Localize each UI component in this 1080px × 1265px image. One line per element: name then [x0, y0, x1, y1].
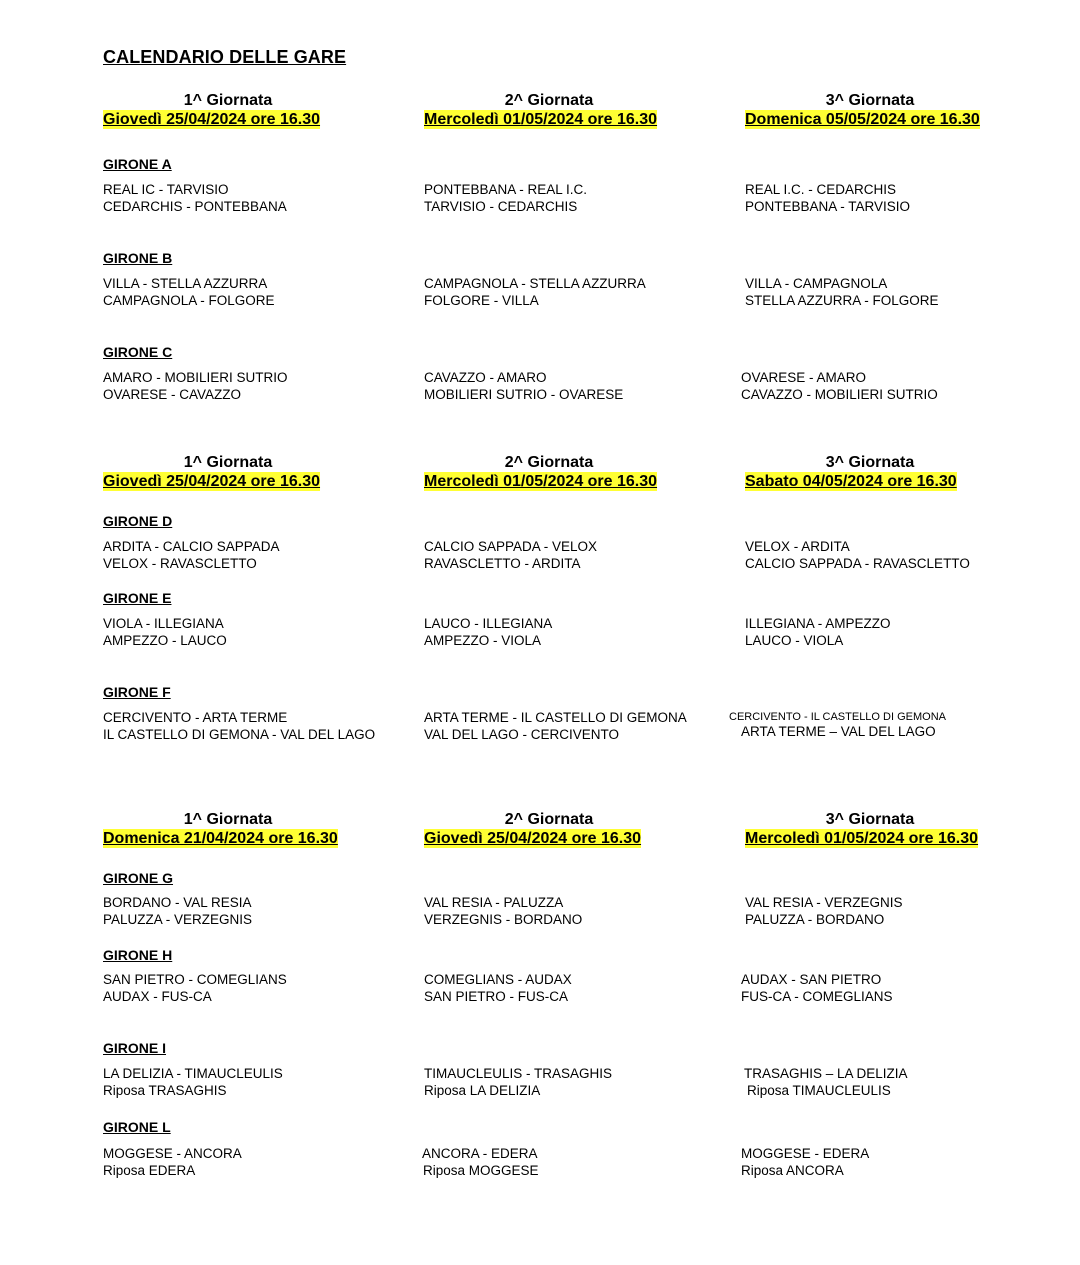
girone-title: GIRONE G	[103, 870, 174, 886]
match: ILLEGIANA - AMPEZZO	[745, 616, 891, 631]
match: Riposa TIMAUCLEULIS	[747, 1082, 891, 1098]
match: Riposa TRASAGHIS	[103, 1082, 227, 1098]
girone-title: GIRONE F	[103, 684, 171, 700]
girone-title: GIRONE I	[103, 1040, 167, 1056]
girone-title: GIRONE A	[103, 156, 172, 172]
match: CERCIVENTO - IL CASTELLO DI GEMONA	[729, 711, 946, 723]
giornata-number: 3^ Giornata	[825, 92, 915, 109]
giornata-date: Giovedì 25/04/2024 ore 16.30	[103, 111, 321, 128]
match: Riposa EDERA	[103, 1162, 196, 1178]
giornata-number: 1^ Giornata	[183, 92, 273, 109]
match: RAVASCLETTO - ARDITA	[424, 555, 581, 571]
match-list	[103, 895, 252, 928]
girone-title: GIRONE B	[103, 250, 173, 266]
match: OVARESE - CAVAZZO	[103, 386, 242, 402]
match: OVARESE - AMARO	[741, 370, 867, 385]
match: VAL DEL LAGO - CERCIVENTO	[424, 726, 620, 742]
match: TARVISIO - CEDARCHIS	[424, 198, 578, 214]
match: VILLA - CAMPAGNOLA	[745, 276, 888, 291]
giornata-date: Domenica 21/04/2024 ore 16.30	[103, 830, 338, 847]
match-list	[424, 895, 582, 928]
match: AUDAX - SAN PIETRO	[741, 972, 882, 987]
match-list	[745, 895, 903, 928]
match-list	[729, 710, 946, 741]
match-list	[741, 370, 938, 403]
giornata-header-1	[103, 811, 423, 848]
giornata-header-3	[745, 454, 1065, 491]
match-list	[424, 972, 572, 1005]
match-list	[103, 1066, 283, 1099]
giornata-date: Mercoledì 01/05/2024 ore 16.30	[424, 111, 658, 128]
match-list	[745, 539, 970, 572]
match-list	[744, 1066, 908, 1099]
girone-title: GIRONE C	[103, 344, 173, 360]
match: STELLA AZZURRA - FOLGORE	[745, 292, 939, 308]
match: AMARO - MOBILIERI SUTRIO	[103, 370, 288, 385]
giornata-date: Giovedì 25/04/2024 ore 16.30	[424, 830, 642, 847]
giornata-header-3	[745, 811, 1065, 848]
match: COMEGLIANS - AUDAX	[424, 972, 572, 987]
match: CAVAZZO - AMARO	[424, 370, 547, 385]
giornata-number: 2^ Giornata	[504, 92, 594, 109]
match-list	[424, 539, 597, 572]
match: CEDARCHIS - PONTEBBANA	[103, 198, 287, 214]
match: AMPEZZO - LAUCO	[103, 632, 227, 648]
match-list	[424, 1066, 612, 1099]
giornata-number: 1^ Giornata	[183, 454, 273, 471]
match-list	[424, 616, 552, 649]
match-list	[424, 276, 646, 309]
match: FUS-CA - COMEGLIANS	[741, 988, 893, 1004]
match-list	[741, 972, 893, 1005]
match-list	[103, 972, 287, 1005]
match: VAL RESIA - PALUZZA	[424, 895, 564, 910]
match: CALCIO SAPPADA - VELOX	[424, 539, 598, 554]
girone-title: GIRONE H	[103, 947, 173, 963]
match-list	[741, 1146, 869, 1179]
match: VERZEGNIS - BORDANO	[424, 911, 583, 927]
match: PONTEBBANA - REAL I.C.	[424, 182, 588, 197]
match: LAUCO - ILLEGIANA	[424, 616, 553, 631]
match: Riposa ANCORA	[741, 1162, 844, 1178]
match: VAL RESIA - VERZEGNIS	[745, 895, 903, 910]
match: TIMAUCLEULIS - TRASAGHIS	[424, 1066, 613, 1081]
match: Riposa MOGGESE	[423, 1162, 539, 1178]
giornata-date: Mercoledì 01/05/2024 ore 16.30	[424, 473, 658, 490]
match-list	[103, 182, 287, 215]
match-list	[422, 1146, 539, 1179]
match: VILLA - STELLA AZZURRA	[103, 276, 268, 291]
match-list	[424, 370, 623, 403]
page-title: CALENDARIO DELLE GARE	[103, 47, 347, 67]
match: LA DELIZIA - TIMAUCLEULIS	[103, 1066, 283, 1081]
match: PONTEBBANA - TARVISIO	[745, 198, 911, 214]
match: REAL IC - TARVISIO	[103, 182, 229, 197]
match: ARDITA - CALCIO SAPPADA	[103, 539, 280, 554]
match-list	[745, 276, 939, 309]
giornata-number: 2^ Giornata	[504, 454, 594, 471]
giornata-header-2	[424, 454, 744, 491]
giornata-number: 3^ Giornata	[825, 454, 915, 471]
match-list	[103, 370, 288, 403]
girone-title: GIRONE L	[103, 1119, 171, 1135]
giornata-date: Sabato 04/05/2024 ore 16.30	[745, 473, 957, 490]
match: FOLGORE - VILLA	[424, 292, 539, 308]
giornata-header-2	[424, 811, 744, 848]
match-list	[103, 1146, 242, 1179]
girone-title: GIRONE E	[103, 590, 172, 606]
match-list	[424, 710, 687, 743]
match: AUDAX - FUS-CA	[103, 988, 212, 1004]
giornata-header-3	[745, 92, 1065, 129]
match: VELOX - ARDITA	[745, 539, 850, 554]
match-list	[424, 182, 587, 215]
giornata-date: Domenica 05/05/2024 ore 16.30	[745, 111, 980, 128]
match: TRASAGHIS – LA DELIZIA	[744, 1066, 908, 1081]
match: MOBILIERI SUTRIO - OVARESE	[424, 386, 624, 402]
match: SAN PIETRO - COMEGLIANS	[103, 972, 287, 987]
match: IL CASTELLO DI GEMONA - VAL DEL LAGO	[103, 726, 376, 742]
match: LAUCO - VIOLA	[745, 632, 844, 648]
girone-title: GIRONE D	[103, 513, 173, 529]
match: ARTA TERME - IL CASTELLO DI GEMONA	[424, 710, 687, 725]
match: SAN PIETRO - FUS-CA	[424, 988, 569, 1004]
match: CERCIVENTO - ARTA TERME	[103, 710, 288, 725]
giornata-header-1	[103, 92, 423, 129]
match: REAL I.C. - CEDARCHIS	[745, 182, 897, 197]
match-list	[103, 616, 227, 649]
match: VIOLA - ILLEGIANA	[103, 616, 224, 631]
match: PALUZZA - BORDANO	[745, 911, 885, 927]
match: BORDANO - VAL RESIA	[103, 895, 252, 910]
match: CAMPAGNOLA - FOLGORE	[103, 292, 275, 308]
match-list	[745, 182, 910, 215]
match-list	[103, 539, 280, 572]
match: PALUZZA - VERZEGNIS	[103, 911, 253, 927]
giornata-date: Mercoledì 01/05/2024 ore 16.30	[745, 830, 979, 847]
giornata-header-2	[424, 92, 744, 129]
match: MOGGESE - EDERA	[741, 1146, 870, 1161]
giornata-date: Giovedì 25/04/2024 ore 16.30	[103, 473, 321, 490]
match: MOGGESE - ANCORA	[103, 1146, 242, 1161]
match: AMPEZZO - VIOLA	[424, 632, 542, 648]
match: VELOX - RAVASCLETTO	[103, 555, 257, 571]
giornata-number: 2^ Giornata	[504, 811, 594, 828]
match-list	[103, 710, 375, 743]
match-list	[745, 616, 891, 649]
match: CALCIO SAPPADA - RAVASCLETTO	[745, 555, 970, 571]
match: Riposa LA DELIZIA	[424, 1082, 541, 1098]
giornata-number: 3^ Giornata	[825, 811, 915, 828]
giornata-number: 1^ Giornata	[183, 811, 273, 828]
match: ARTA TERME – VAL DEL LAGO	[741, 724, 936, 739]
match: ANCORA - EDERA	[422, 1146, 538, 1161]
match: CAVAZZO - MOBILIERI SUTRIO	[741, 386, 938, 402]
giornata-header-1	[103, 454, 423, 491]
match-list	[103, 276, 275, 309]
match: CAMPAGNOLA - STELLA AZZURRA	[424, 276, 646, 291]
